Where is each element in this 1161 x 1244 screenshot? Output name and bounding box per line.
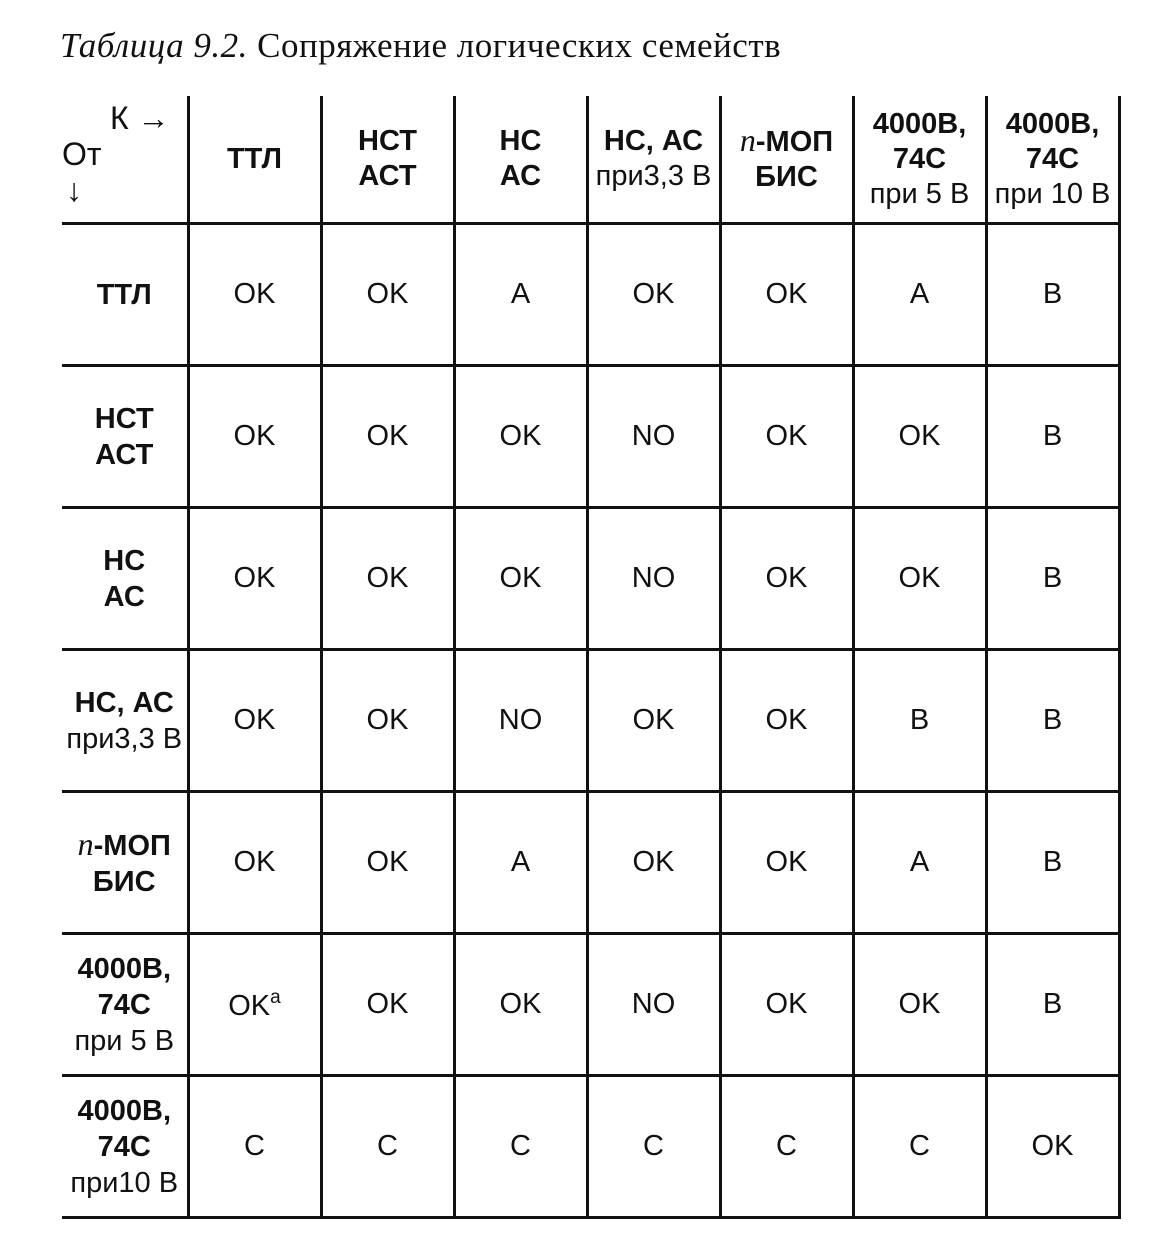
compat-value: A (909, 846, 930, 878)
compat-cell (986, 934, 1119, 1076)
compat-cell (853, 934, 986, 1076)
compat-cell (454, 650, 587, 792)
header-line: при 10 В (994, 177, 1111, 210)
compat-cell (986, 1076, 1119, 1218)
compat-value: OK (765, 704, 808, 736)
compat-cell (321, 1076, 454, 1218)
compat-value: OK (898, 562, 941, 594)
header-line: 4000В, (77, 1094, 171, 1127)
compat-value: A (510, 278, 531, 310)
compat-value: NO (631, 988, 676, 1020)
header-line: НСТ (358, 125, 417, 157)
compat-value: C (776, 1130, 797, 1162)
compat-cell (454, 508, 587, 650)
compatibility-table (62, 96, 1121, 1219)
compat-cell (454, 366, 587, 508)
compat-cell (986, 650, 1119, 792)
column-header (720, 96, 853, 224)
compat-cell (321, 650, 454, 792)
compat-value: OK (366, 562, 409, 594)
compat-cell (587, 792, 720, 934)
header-line: БИС (92, 865, 156, 898)
compat-value: OK (898, 420, 941, 452)
compat-cell (587, 508, 720, 650)
header-line: АС (499, 160, 542, 192)
compat-cell (587, 650, 720, 792)
compat-cell (720, 366, 853, 508)
column-header (587, 96, 720, 224)
header-line: ТТЛ (96, 278, 152, 311)
header-line: ТТЛ (226, 142, 283, 175)
compat-cell (188, 366, 321, 508)
compat-cell (321, 224, 454, 366)
compat-value: OK (898, 988, 941, 1020)
compat-cell (720, 934, 853, 1076)
compat-value: NO (498, 704, 543, 736)
header-line: 74С (892, 142, 947, 175)
compat-value: OK (765, 420, 808, 452)
compat-cell (587, 934, 720, 1076)
compat-value: OK (765, 846, 808, 878)
table-row (62, 508, 1119, 650)
compat-cell (720, 1076, 853, 1218)
compat-value: B (1042, 420, 1063, 452)
compat-value: OK (366, 988, 409, 1020)
compat-cell (188, 650, 321, 792)
compat-cell (720, 792, 853, 934)
row-header (62, 934, 188, 1076)
header-line: 74С (1025, 142, 1080, 175)
compat-value: OK (499, 562, 542, 594)
compat-value: OK (233, 278, 276, 310)
header-line: 4000В, (1005, 107, 1100, 140)
n-prefix: n (739, 122, 756, 158)
compat-value: C (909, 1130, 930, 1162)
compat-cell (321, 934, 454, 1076)
compat-value: OK (765, 988, 808, 1020)
header-line: НС, АС (74, 686, 174, 719)
compat-cell (188, 508, 321, 650)
row-header (62, 792, 188, 934)
compat-value: B (1042, 846, 1063, 878)
compat-value: B (1042, 704, 1063, 736)
table-number: Таблица 9.2. (60, 26, 248, 65)
compat-cell (321, 366, 454, 508)
compat-value: C (377, 1130, 398, 1162)
table-row (62, 224, 1119, 366)
header-row (62, 96, 1119, 224)
compat-value: B (1042, 278, 1063, 310)
header-line: НС, АС (603, 125, 704, 157)
footnote-mark: a (270, 986, 281, 1008)
from-label: От (62, 136, 102, 172)
header-line: БИС (755, 161, 818, 193)
compat-value: C (510, 1130, 531, 1162)
compat-value: OK (366, 704, 409, 736)
compat-value: OK (765, 278, 808, 310)
compat-value: NO (631, 420, 676, 452)
compat-cell (853, 792, 986, 934)
table-row (62, 934, 1119, 1076)
compat-value: OK (499, 420, 542, 452)
compat-value: OK (366, 846, 409, 878)
header-line: 74С (97, 1130, 151, 1163)
header-line: при3,3 В (595, 160, 712, 192)
n-prefix: n (77, 825, 94, 862)
compat-cell (454, 792, 587, 934)
compat-cell (720, 224, 853, 366)
header-line: при3,3 В (66, 722, 183, 755)
compat-value: OK (632, 704, 675, 736)
compat-cell (587, 1076, 720, 1218)
compat-value: OK (1031, 1130, 1074, 1162)
compat-cell (188, 224, 321, 366)
header-line (62, 826, 187, 864)
compat-value: OK (228, 989, 271, 1022)
down-arrow-icon: ↓ (66, 172, 82, 208)
compat-cell (986, 792, 1119, 934)
compat-value: OK (632, 278, 675, 310)
compat-value: C (244, 1130, 265, 1162)
compat-value: B (909, 704, 930, 736)
compat-cell (321, 508, 454, 650)
compat-value: OK (765, 562, 808, 594)
compat-cell (454, 1076, 587, 1218)
compat-value: OK (366, 278, 409, 310)
compat-cell (188, 1076, 321, 1218)
compat-cell (587, 224, 720, 366)
compat-cell (188, 792, 321, 934)
compat-value: OK (499, 988, 542, 1020)
corner-cell (62, 96, 188, 224)
header-line: АСТ (358, 160, 417, 192)
row-header (62, 366, 188, 508)
compat-value: C (643, 1130, 664, 1162)
table-title: Сопряжение логических семейств (257, 26, 782, 65)
header-line-text: -МОП (93, 829, 171, 862)
compat-cell (720, 650, 853, 792)
compat-cell (986, 508, 1119, 650)
compat-value: OK (366, 420, 409, 452)
header-line: НС (499, 125, 542, 157)
header-line: 74С (97, 988, 151, 1021)
compat-value: B (1042, 988, 1063, 1020)
compat-cell (986, 224, 1119, 366)
compat-cell (986, 366, 1119, 508)
compat-cell (321, 792, 454, 934)
column-header (853, 96, 986, 224)
header-line: при 5 В (74, 1024, 175, 1057)
compat-cell (853, 650, 986, 792)
compat-cell (853, 508, 986, 650)
compat-value: NO (631, 562, 676, 594)
compat-value: OK (233, 704, 276, 736)
row-header (62, 650, 188, 792)
compat-value: OK (233, 562, 276, 594)
table-row (62, 650, 1119, 792)
column-header (454, 96, 587, 224)
header-line: при 5 В (869, 177, 970, 210)
compat-cell (853, 224, 986, 366)
to-label: К → (110, 100, 170, 136)
column-header (321, 96, 454, 224)
compat-value: A (909, 278, 930, 310)
compat-cell (853, 1076, 986, 1218)
row-header (62, 508, 188, 650)
compat-value: OK (233, 846, 276, 878)
header-line (722, 123, 852, 160)
column-header (188, 96, 321, 224)
compat-cell (454, 934, 587, 1076)
compat-cell (587, 366, 720, 508)
table-row (62, 792, 1119, 934)
compat-cell (188, 934, 321, 1076)
header-line: АС (103, 580, 145, 613)
header-line-text: -МОП (755, 126, 834, 158)
header-line: НС (103, 544, 146, 577)
table-row (62, 366, 1119, 508)
compat-cell (454, 224, 587, 366)
row-header (62, 1076, 188, 1218)
header-line: 4000В, (77, 952, 171, 985)
compat-value: B (1042, 562, 1063, 594)
column-header (986, 96, 1119, 224)
compat-cell (720, 508, 853, 650)
header-line: НСТ (94, 402, 154, 435)
header-line: АСТ (95, 438, 154, 471)
header-line: при10 В (70, 1166, 179, 1199)
compat-value: A (510, 846, 531, 878)
header-line: 4000В, (872, 107, 967, 140)
table-row (62, 1076, 1119, 1218)
table-caption (60, 26, 781, 66)
compat-value: OK (632, 846, 675, 878)
row-header (62, 224, 188, 366)
compat-cell (853, 366, 986, 508)
compat-value: OK (233, 420, 276, 452)
